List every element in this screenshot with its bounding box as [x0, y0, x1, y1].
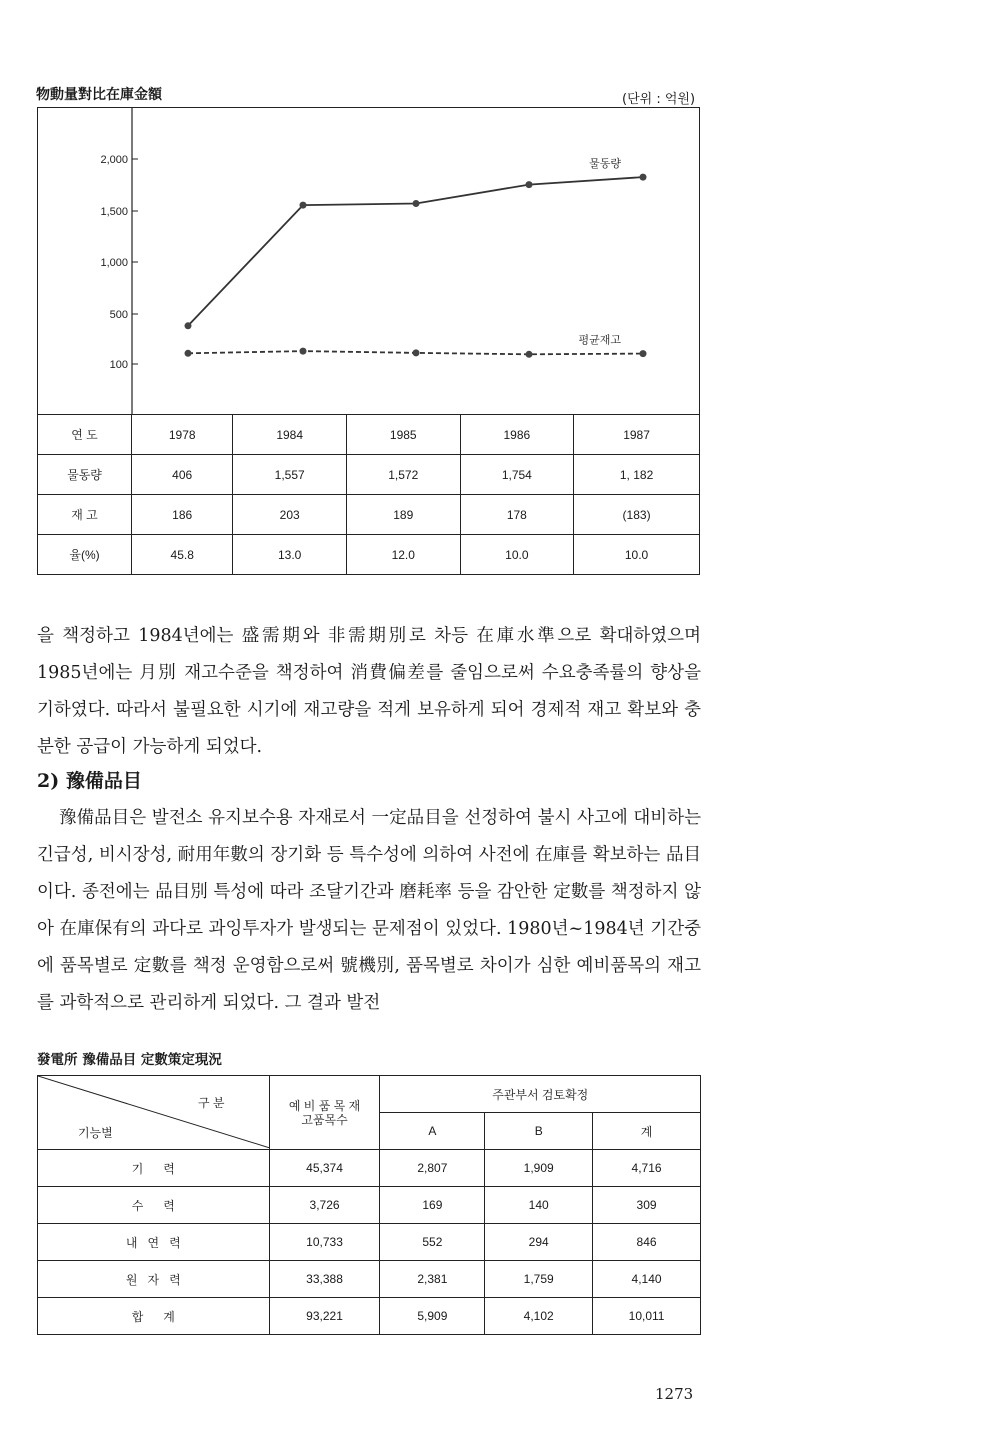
line-chart	[38, 108, 701, 414]
table1-cell: 1985	[346, 415, 460, 455]
y-tick-label: 2,000	[100, 154, 128, 166]
table2-cell: 1,759	[485, 1261, 593, 1298]
table2-cell: 552	[380, 1224, 485, 1261]
table2-cell: 5,909	[380, 1298, 485, 1335]
section-heading: 2) 豫備品目	[37, 770, 142, 792]
table2-cell: 140	[485, 1187, 593, 1224]
corner-bottom-label: 기능별	[78, 1126, 113, 1140]
table2-row	[38, 1150, 701, 1187]
col-total: 계	[593, 1113, 701, 1150]
table1-cell: 189	[346, 495, 460, 535]
table1-row-label: 물동량	[38, 455, 132, 495]
table2-cell: 93,221	[269, 1298, 380, 1335]
data-point	[526, 351, 533, 358]
table2-cell: 3,726	[269, 1187, 380, 1224]
y-tick-label: 100	[109, 359, 128, 371]
table2-row	[38, 1261, 701, 1298]
table2-cell: 10,733	[269, 1224, 380, 1261]
table2-cell: 846	[593, 1224, 701, 1261]
table2-row-label: 원 자 력	[38, 1261, 270, 1298]
table1-cell: 1,754	[460, 455, 574, 495]
page-number: 1273	[655, 1385, 694, 1403]
corner-header-cell	[38, 1076, 270, 1150]
data-point	[640, 174, 647, 181]
table2-cell: 1,909	[485, 1150, 593, 1187]
table1-cell: (183)	[574, 495, 700, 535]
table2-cell: 2,807	[380, 1150, 485, 1187]
col-a: A	[380, 1113, 485, 1150]
table1-cell: 203	[233, 495, 347, 535]
table2-row	[38, 1298, 701, 1335]
table1-row-label: 율(%)	[38, 535, 132, 575]
paragraph-2: 豫備品目은 발전소 유지보수용 자재로서 一定品目을 선정하여 불시 사고에 대비하는 긴급성, 비시장성, 耐用年數의 장기화 등 특수성에 의하여 사전에 在庫를 확보하는 品目이다. 종전에는 品目別 특성에 따라 조달기간과 磨耗率 등을 감안한 定數를 책정하지 않아 在庫保有의 과다로 과잉투자가 발생되는 문제점이 있었다. 1980년~1984년 기간중에 품목별로 定數를 책정 운영함으로써 號機別, 품목별로 차이가 심한 예비품목의 재고를 과학적으로 관리하게 되었다. 그 결과 발전	[37, 808, 701, 1013]
table1-cell: 10.0	[460, 535, 574, 575]
table1-cell: 406	[132, 455, 233, 495]
series-label: 평균재고	[578, 333, 621, 347]
series-line	[188, 177, 643, 326]
table2-cell: 294	[485, 1224, 593, 1261]
series-label: 물동량	[589, 157, 621, 171]
table1-cell: 1984	[233, 415, 347, 455]
data-point	[300, 202, 307, 209]
paragraph-1: 을 책정하고 1984년에는 盛需期와 非需期別로 차등 在庫水準으로 확대하였으며 1985년에는 月別 재고수준을 책정하여 消費偏差를 줄임으로써 수요충족률의 향상을 기하였다. 따라서 불필요한 시기에 재고량을 적게 보유하게 되어 경제적 재고 확보와 충분한 공급이 가능하게 되었다.	[37, 626, 701, 757]
table2-cell: 169	[380, 1187, 485, 1224]
spare-parts-table	[37, 1075, 701, 1335]
table2-cell: 10,011	[593, 1298, 701, 1335]
table1-row	[38, 535, 700, 575]
table2-cell: 45,374	[269, 1150, 380, 1187]
table1-cell: 1978	[132, 415, 233, 455]
table2-cell: 2,381	[380, 1261, 485, 1298]
data-point	[413, 349, 420, 356]
table1-cell: 12.0	[346, 535, 460, 575]
table1-row	[38, 455, 700, 495]
col-spare-items: 예 비 품 목 재고품목수	[269, 1076, 380, 1150]
table1-cell: 178	[460, 495, 574, 535]
chart-frame	[37, 107, 700, 575]
table1-cell: 10.0	[574, 535, 700, 575]
table1-row-label: 연 도	[38, 415, 132, 455]
table2-row-label: 기 력	[38, 1150, 270, 1187]
table1-cell: 1986	[460, 415, 574, 455]
y-tick-label: 1,500	[100, 206, 128, 218]
data-point	[185, 350, 192, 357]
figure1-unit: (단위 : 억원)	[622, 92, 696, 107]
table2-row-label: 합 계	[38, 1298, 270, 1335]
data-point	[413, 200, 420, 207]
table2-cell: 309	[593, 1187, 701, 1224]
y-tick-label: 500	[109, 309, 128, 321]
table1-cell: 1, 182	[574, 455, 700, 495]
table1-cell: 45.8	[132, 535, 233, 575]
data-point	[300, 348, 307, 355]
data-point	[640, 350, 647, 357]
col-group-dept: 주관부서 검토확정	[380, 1076, 701, 1113]
figure2-title: 發電所 豫備品目 定數策定現況	[37, 1052, 222, 1068]
table2-cell: 4,140	[593, 1261, 701, 1298]
table2-row-label: 수 력	[38, 1187, 270, 1224]
table1-row	[38, 415, 700, 455]
table2-cell: 33,388	[269, 1261, 380, 1298]
corner-top-label: 구 분	[198, 1096, 225, 1110]
table1-cell: 1,557	[233, 455, 347, 495]
table2-cell: 4,716	[593, 1150, 701, 1187]
body-text-2	[37, 800, 701, 1022]
table1-cell: 1987	[574, 415, 700, 455]
table1-cell: 186	[132, 495, 233, 535]
table1-cell: 13.0	[233, 535, 347, 575]
table2-cell: 4,102	[485, 1298, 593, 1335]
data-point	[526, 181, 533, 188]
table2-row	[38, 1224, 701, 1261]
chart-data-table	[37, 414, 700, 575]
y-tick-label: 1,000	[100, 257, 128, 269]
table2-row-label: 내 연 력	[38, 1224, 270, 1261]
table1-cell: 1,572	[346, 455, 460, 495]
data-point	[185, 322, 192, 329]
col-b: B	[485, 1113, 593, 1150]
diagonal-line	[38, 1076, 270, 1148]
table1-row	[38, 495, 700, 535]
table2-row	[38, 1187, 701, 1224]
body-text-1	[37, 618, 701, 766]
table1-row-label: 재 고	[38, 495, 132, 535]
figure1-title: 物動量對比在庫金額	[36, 87, 162, 103]
